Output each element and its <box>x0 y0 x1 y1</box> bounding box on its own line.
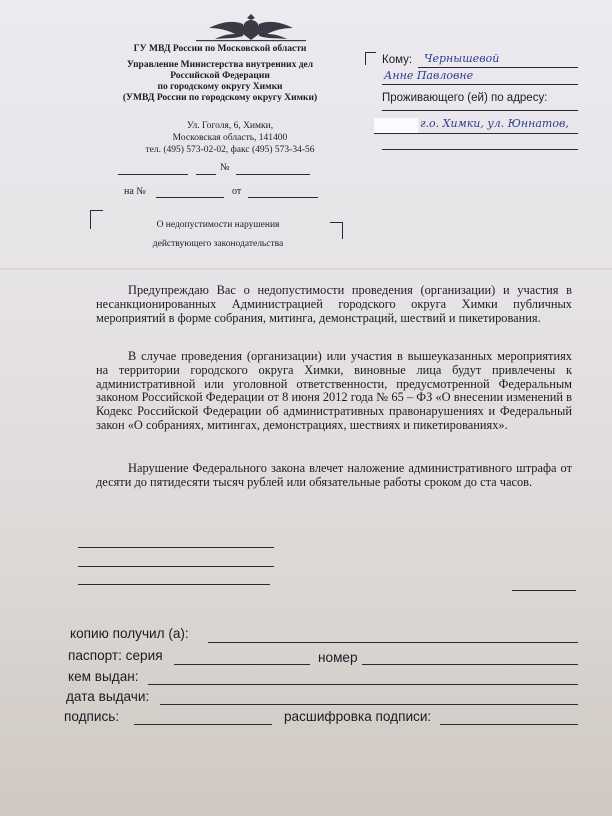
address-line-2: Московская область, 141400 <box>172 133 288 143</box>
blank-line-right <box>512 590 576 591</box>
from-label: от <box>232 186 242 197</box>
recipient-line-2 <box>382 84 578 85</box>
body-paragraph-1: Предупреждаю Вас о недопустимости проведения (организации) и участия в несанкционированных Администрацией городского округа Химки публичных мероприятий в форме собрания, митинга, демонстраций, шествий и пикетирования. <box>96 283 572 325</box>
organization-line: ГУ МВД России по Московской области <box>133 44 307 54</box>
copy-received-label: копию получил (а): <box>70 626 189 641</box>
paper-fold <box>0 268 612 270</box>
subject-line-2: действующего законодательства <box>152 239 284 249</box>
recipient-name-line-1: Чернышевой <box>424 52 500 65</box>
passport-number-label: номер <box>318 650 358 665</box>
blank-line-2 <box>78 566 274 567</box>
redacted-area <box>374 118 418 133</box>
address-line-1: Ул. Гоголя, 6, Химки, <box>186 121 274 131</box>
passport-series-label: паспорт: серия <box>68 648 163 663</box>
reg-date-line-short <box>196 174 216 175</box>
signature-decoding-label: расшифровка подписи: <box>284 709 432 724</box>
on-number-label: на № <box>124 186 146 197</box>
body-paragraph-3: Нарушение Федерального закона влечет наложение административного штрафа от десяти до пятидесяти тысяч рублей или обязательные работы сроком до ста часов. <box>96 461 572 489</box>
passport-number-line <box>362 664 578 665</box>
subject-bracket-left <box>90 210 103 229</box>
passport-series-line <box>174 664 310 665</box>
residing-label: Проживающего (ей) по адресу: <box>382 92 548 104</box>
signature-decoding-line <box>440 724 578 725</box>
reg-number-line <box>236 174 310 175</box>
signature-label: подпись: <box>64 709 120 724</box>
recipient-address: г.о. Химки, ул. Юннатов, <box>420 117 569 130</box>
double-headed-eagle-emblem-icon <box>196 12 306 42</box>
number-sign: № <box>220 162 230 173</box>
issue-date-label: дата выдачи: <box>66 689 150 704</box>
subject-bracket-right <box>330 222 343 239</box>
signature-line <box>134 724 272 725</box>
blank-line-1 <box>78 547 274 548</box>
from-date-line <box>248 197 318 198</box>
phone-fax-line: тел. (495) 573-02-02, факс (495) 573-34-56 <box>145 145 315 155</box>
department-line-1: Управление Министерства внутренних дел <box>126 60 314 70</box>
recipient-corner-mark <box>365 52 376 65</box>
copy-received-line <box>208 642 578 643</box>
body-paragraph-2: В случае проведения (организации) или участия в вышеуказанных мероприятиях на территории городского округа Химки, виновные лица будут привлечены к административной или уголовной ответственности, предусмотренной Федеральным законом Российской Федерации от 8 июня 2012 года № 65 – ФЗ «О внесении изменений в Кодекс Российской Федерации об административных правонарушениях и Федеральный закон «О собраниях, митингах, демонстрациях, шествиях и пикетированиях». <box>96 349 572 432</box>
department-line-3: по городскому округу Химки <box>157 82 283 92</box>
address-line-2 <box>382 149 578 150</box>
reg-date-line <box>118 174 188 175</box>
issued-by-label: кем выдан: <box>68 669 139 684</box>
on-number-line-gap <box>214 197 224 198</box>
blank-line-3 <box>78 584 270 585</box>
department-line-2: Российской Федерации <box>170 71 270 81</box>
subject-block <box>118 216 318 254</box>
subject-line-1: О недопустимости нарушения <box>156 220 280 230</box>
recipient-line-1 <box>418 67 578 68</box>
issued-by-line <box>148 684 578 685</box>
issue-date-line <box>160 704 578 705</box>
address-line-blank <box>382 110 578 111</box>
address-line-1 <box>374 133 578 134</box>
department-block <box>70 60 370 104</box>
department-line-4: (УМВД России по городскому округу Химки) <box>122 93 318 103</box>
on-number-line <box>156 197 214 198</box>
to-label: Кому: <box>382 54 413 66</box>
recipient-name-line-2: Анне Павловне <box>384 69 474 82</box>
